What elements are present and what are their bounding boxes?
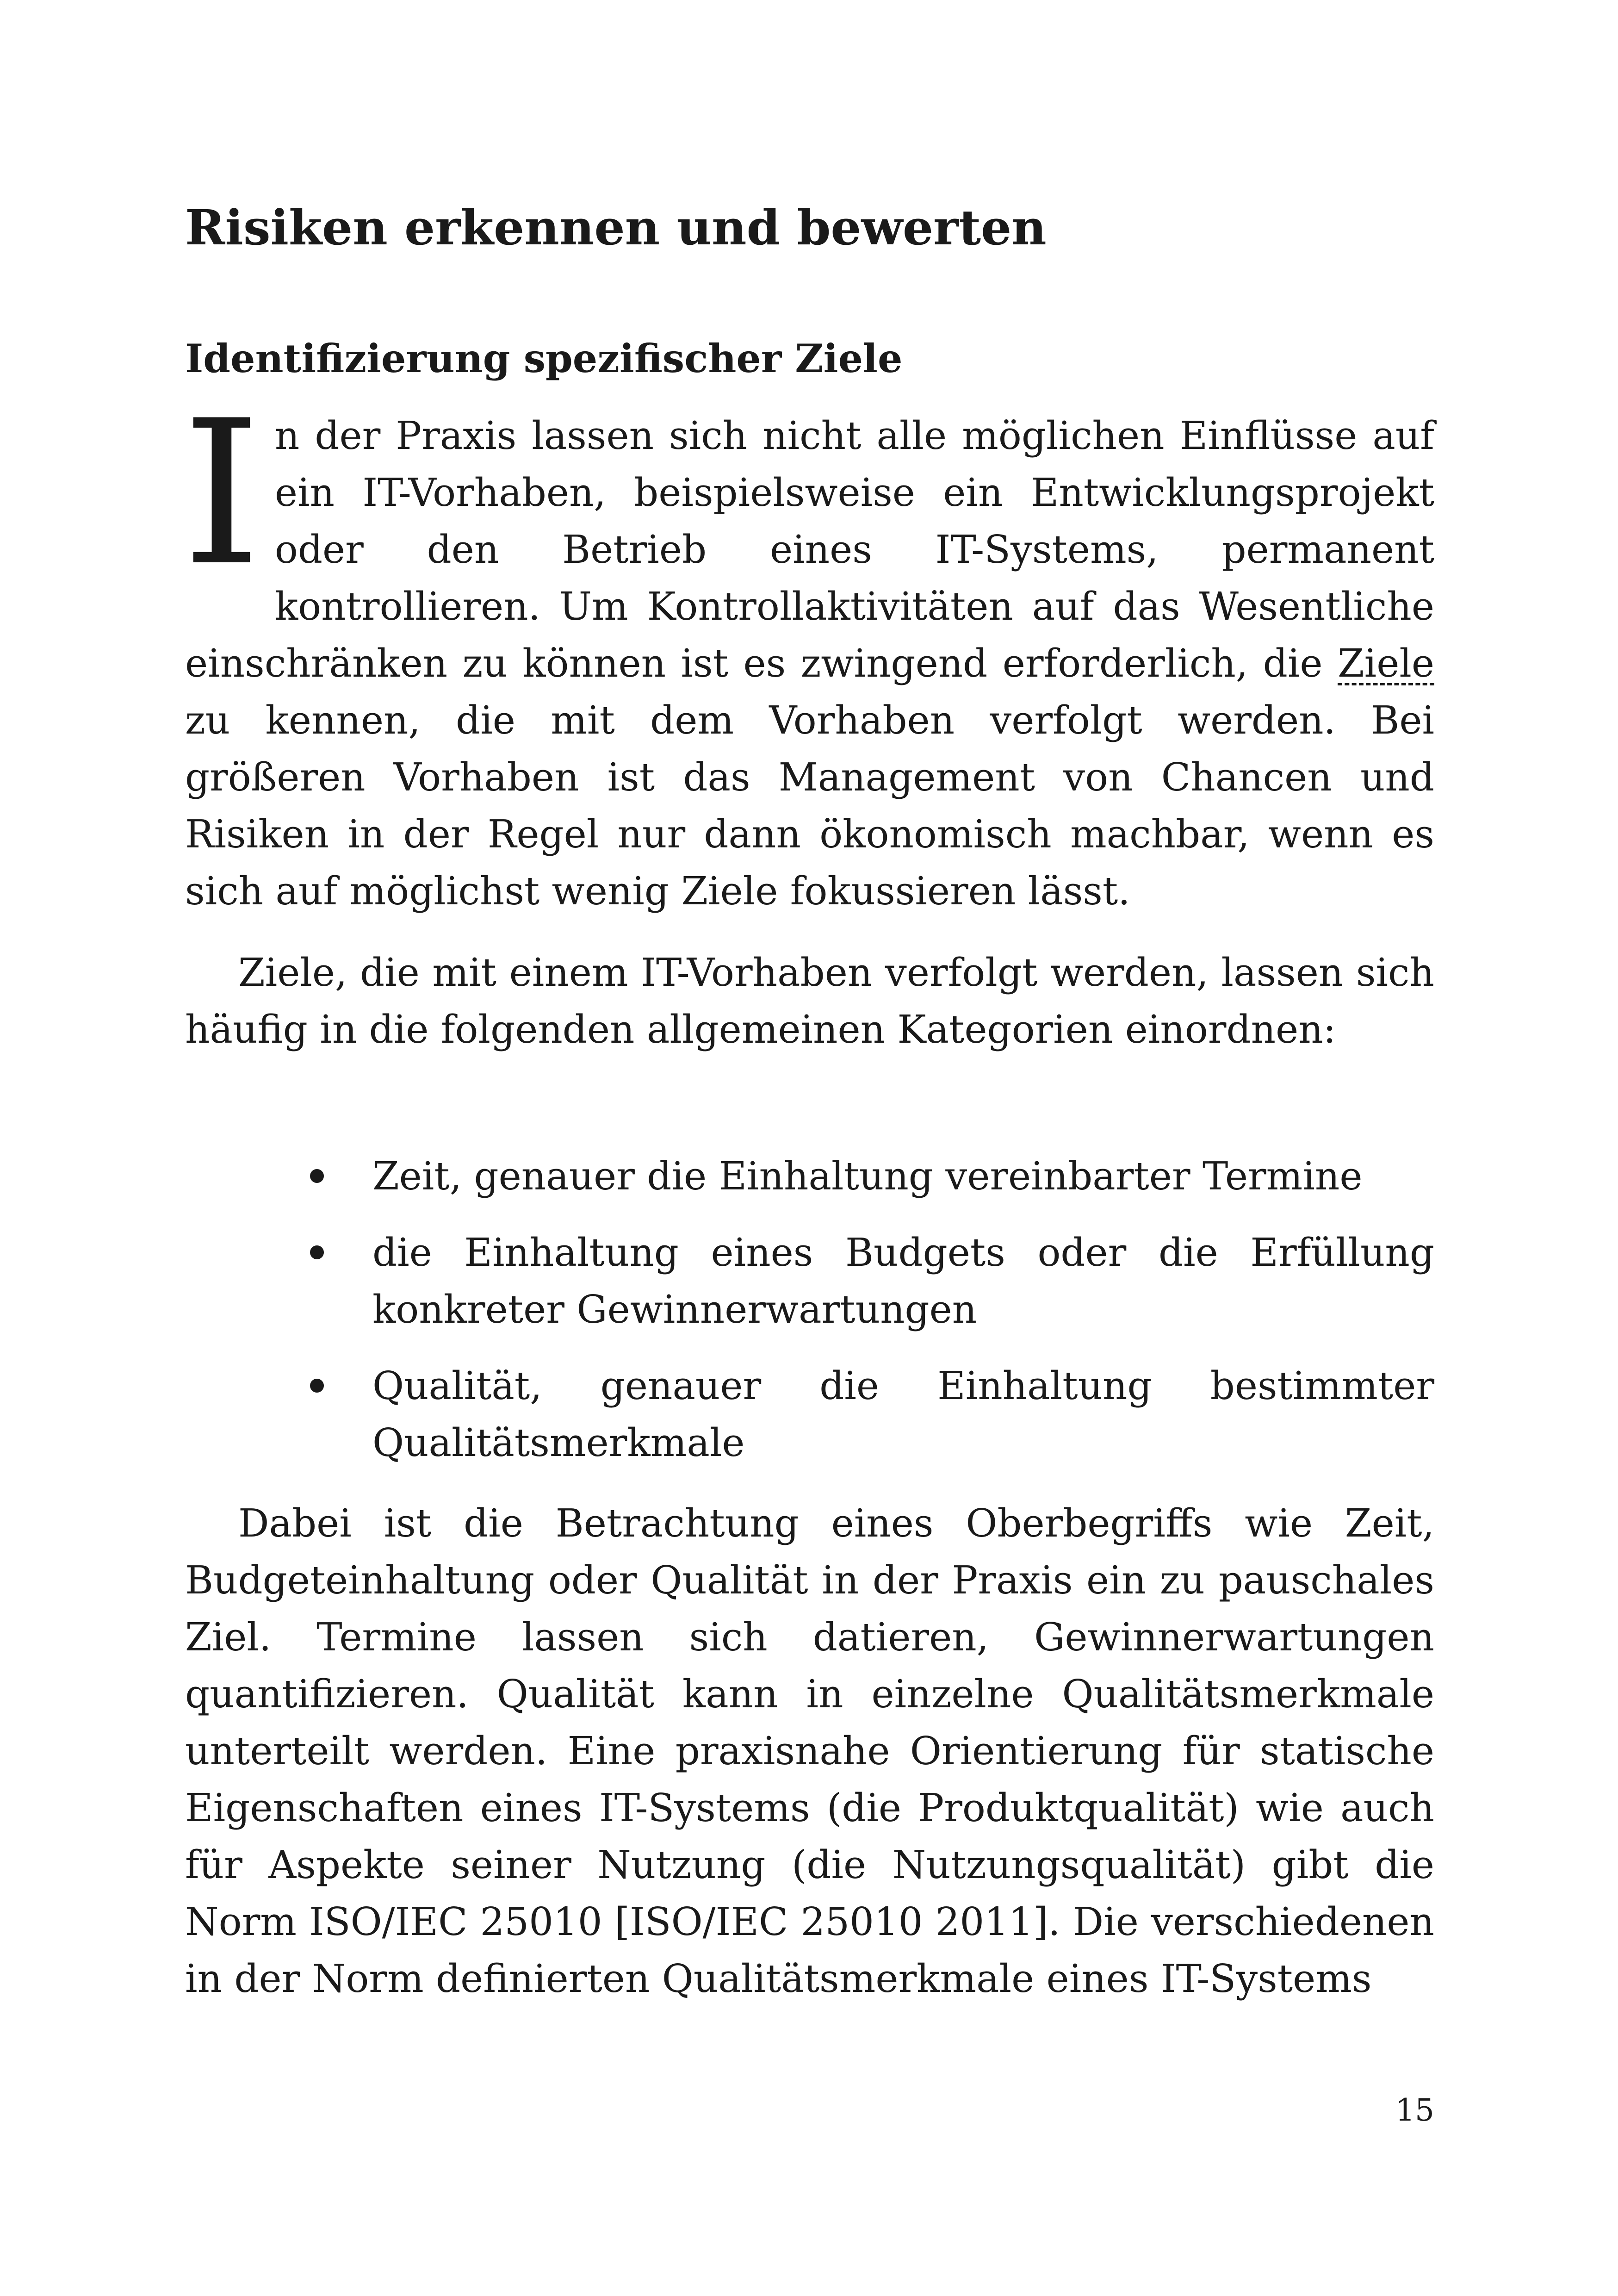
paragraph-categories-text: Ziele, die mit einem IT-Vorhaben verfolgt werden, lassen sich häufig in die folgenden allgemeinen Kategorien einordnen: (185, 950, 1434, 1052)
paragraph-quality (185, 1495, 1434, 2007)
paragraph-intro-text-end: zu kennen, die mit dem Vorhaben verfolgt werden. Bei größeren Vorhaben ist das Management von Chancen und Risiken in der Regel nur dann ökonomisch machbar, wenn es sich auf möglichst wenig Ziele fokussieren lässt. (185, 698, 1434, 914)
paragraph-intro (182, 378, 1434, 920)
list-item (185, 1357, 1434, 1471)
list-item-text: die Einhaltung eines Budgets oder die Erfüllung konkreter Gewinnerwartungen (372, 1230, 1434, 1332)
ziele-glossary-link[interactable]: Ziele (1338, 641, 1434, 686)
bullet-icon (310, 1169, 324, 1183)
paragraph-quality-text: Dabei ist die Betrachtung eines Oberbegriffs wie Zeit, Budgeteinhaltung oder Qualität in der Praxis ein zu pauschales Ziel. Termine lassen sich datieren, Gewinnerwartungen quantifizieren. Qualität kann in einzelne Qualitätsmerkmale unterteilt werden. Eine praxisnahe Orientierung für statische Eigenschaften eines IT-Systems (die Produktqualität) wie auch für Aspekte seiner Nutzung (die Nutzungsqualität) gibt die Norm ISO/IEC 25010 [ISO/IEC 25010 2011]. Die verschiedenen in der Norm definierten Qualitätsmerkmale eines IT-Systems (185, 1501, 1434, 2001)
paragraph-intro-text-start: n der Praxis lassen sich nicht alle möglichen Einflüsse auf ein IT-Vorhaben, beispielsweise ein Entwicklungsprojekt oder den Betrieb eines IT-Systems, permanent kontrollieren. Um Kontrollaktivitäten auf das Wesentliche einschränken zu können ist es zwingend erforderlich, die (185, 413, 1434, 686)
book-page (182, 0, 1434, 2296)
section-title: Identifizierung spezifischer Ziele (185, 336, 903, 381)
list-item-text: Zeit, genauer die Einhaltung vereinbarter Termine (372, 1154, 1363, 1199)
bullet-icon (310, 1379, 324, 1393)
drop-cap-letter: I (182, 378, 261, 610)
chapter-title: Risiken erkennen und bewerten (185, 199, 1047, 256)
list-item-text: Qualität, genauer die Einhaltung bestimmter Qualitätsmerkmale (372, 1363, 1434, 1465)
category-list (185, 1148, 1434, 1491)
paragraph-categories (185, 944, 1434, 1058)
bullet-icon (310, 1245, 324, 1259)
list-item (185, 1148, 1434, 1205)
list-item (185, 1224, 1434, 1338)
page-number: 15 (1395, 2092, 1434, 2128)
